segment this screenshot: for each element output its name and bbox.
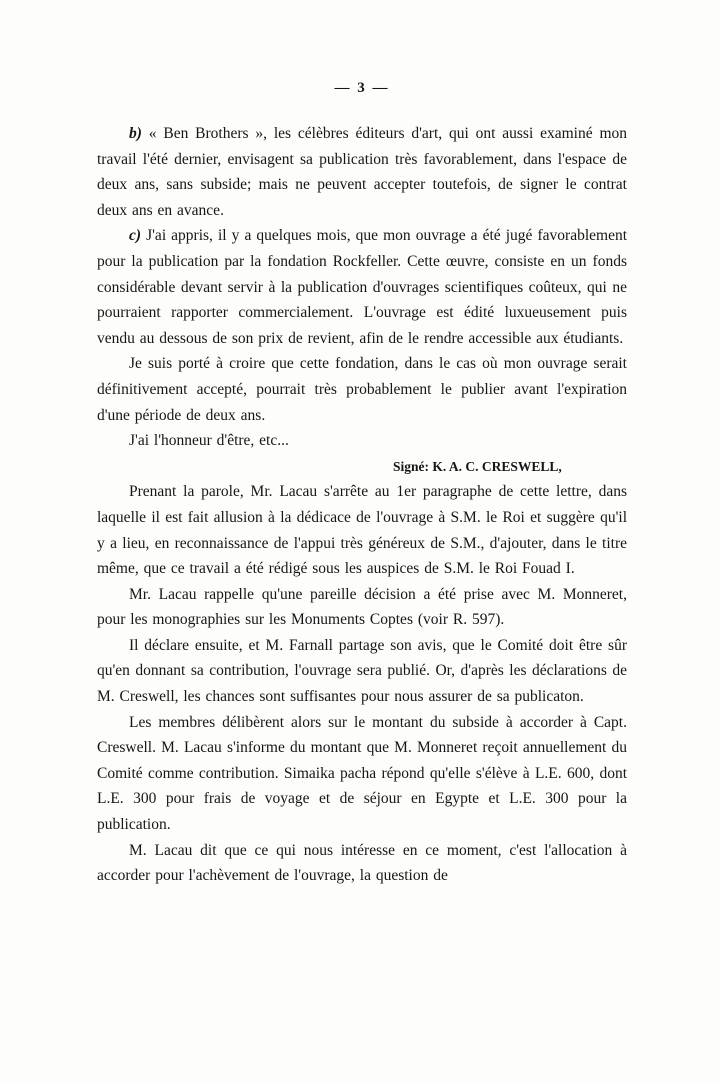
paragraph-lead: c) (129, 227, 142, 245)
paragraph-lead: b) (129, 125, 142, 142)
paragraph-lacau-speech: Prenant la parole, Mr. Lacau s'arrête au 1er paragraphe de cette lettre, dans laquelle il est fait allusion à la dédicace de l'ouvrage à S.M. le Roi et suggère qu'il y a lieu, en reconnaissance de l'appui très généreux de S.M., d'ajouter, dans le titre même, que ce travail a été rédigé sous les auspices de S.M. le Roi Fouad I. (97, 483, 627, 578)
paragraph-declaration: Il déclare ensuite, et M. Farnall partage son avis, que le Comité doit être sûr qu'en donnant sa contribution, l'ouvrage sera publié. Or, d'après les déclarations de M. Creswell, les chances sont suffisantes pour nous assurer de sa publicaton. (97, 636, 627, 706)
signature-line: Signé: K. A. C. CRESWELL, (393, 458, 562, 474)
paragraph-deliberation: Les membres délibèrent alors sur le montant du subside à accorder à Capt. Creswell. M. Lacau s'informe du montant que M. Monneret reçoit annuellement du Comité comme contribution. Simaika pacha répond qu'elle s'élève à L.E. 600, dont L.E. 300 pour frais de voyage et de séjour en Egypte et L.E. 300 pour la publication. (97, 713, 627, 834)
paragraph-allocation: M. Lacau dit que ce qui nous intéresse en ce moment, c'est l'allocation à accorder pour l'achèvement de l'ouvrage, la question de (97, 841, 627, 885)
paragraph-text: J'ai appris, il y a quelques mois, que mon ouvrage a été jugé favorablement pour la publication par la fondation Rockfeller. Cette œuvre, consiste en un fonds considérable devant servir à la publication d'ouvrages scientifiques coûteux, qui ne pourraient rapporter commercialement. L'ouvrage est édité luxueusement puis vendu au dessous de son prix de revient, afin de le rendre accessible aux étudiants. (97, 227, 628, 347)
paragraph-c (97, 223, 627, 351)
paragraph-text: « Ben Brothers », les célèbres éditeurs d'art, qui ont aussi examiné mon travail l'été dernier, envisagent sa publication très favorablement, dans l'espace de deux ans, sans subside; mais ne peuvent accepter toutefois, de signer le contrat deux ans en avance. (97, 125, 628, 219)
paragraph-lacau-recall: Mr. Lacau rappelle qu'une pareille décision a été prise avec M. Monneret, pour les monographies sur les Monuments Coptes (voir R. 597). (97, 585, 627, 629)
page-body (97, 80, 627, 889)
paragraph-foundation: Je suis porté à croire que cette fondation, dans le cas où mon ouvrage serait définitivement accepté, pourrait très probablement le publier avant l'expiration d'une période de deux ans. (97, 355, 627, 424)
page-number: — 3 — (334, 80, 390, 96)
paragraph-b (97, 121, 627, 223)
paragraph-closing: J'ai l'honneur d'être, etc... (129, 432, 289, 450)
